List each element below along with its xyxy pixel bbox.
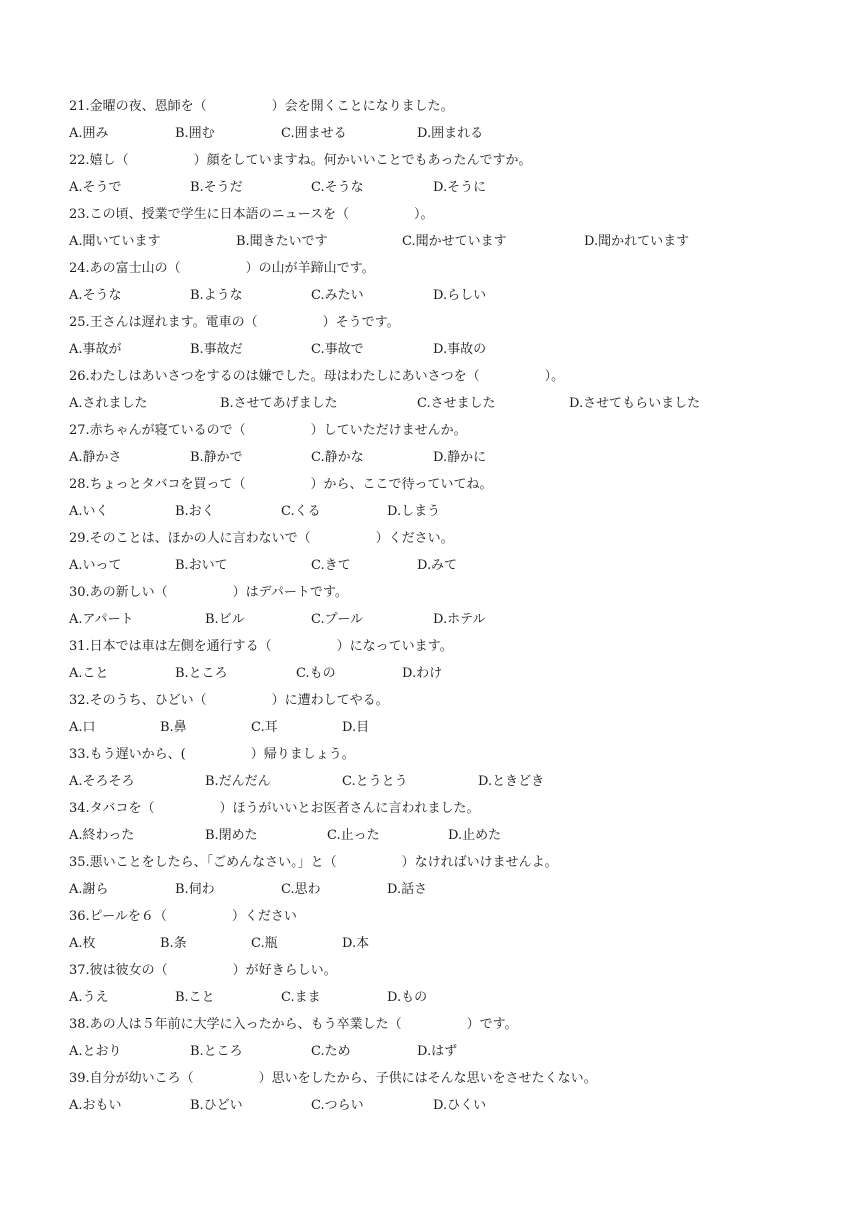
option-row	[69, 984, 829, 1011]
answer-option-c: C.くる	[281, 504, 321, 519]
question-item	[69, 1011, 829, 1065]
question-text: 33.もう遅いから、( ）帰りましょう。	[69, 747, 355, 762]
answer-option-b: B.ところ	[175, 666, 228, 681]
question-item	[69, 255, 829, 309]
question-text: 23.この頃、授業で学生に日本語のニュースを（ ）。	[69, 207, 434, 222]
answer-option-d: D.わけ	[402, 666, 443, 681]
answer-option-d: D.止めた	[448, 828, 502, 843]
question-text: 32.そのうち、ひどい（ ）に遭わしてやる。	[69, 693, 389, 708]
question-text: 27.赤ちゃんが寝ているので（ ）していただけませんか。	[69, 423, 467, 438]
question-text: 24.あの富士山の（ ）の山が羊蹄山です。	[69, 261, 375, 276]
question-text: 31.日本では車は左側を通行する（ ）になっています。	[69, 639, 453, 654]
question-text: 29.そのことは、ほかの人に言わないで（ ）ください。	[69, 531, 454, 546]
question-item	[69, 363, 829, 417]
question-item	[69, 471, 829, 525]
question-text: 34.タバコを（ ）ほうがいいとお医者さんに言われました。	[69, 801, 480, 816]
answer-option-b: B.事故だ	[190, 342, 243, 357]
question-item	[69, 957, 829, 1011]
option-row	[69, 120, 829, 147]
answer-option-b: B.静かで	[190, 450, 243, 465]
answer-option-d: D.目	[342, 720, 370, 735]
answer-option-d: D.話さ	[387, 882, 428, 897]
answer-option-d: D.聞かれています	[584, 234, 690, 249]
question-text: 37.彼は彼女の（ ）が好きらしい。	[69, 963, 337, 978]
answer-option-a: A.いく	[69, 504, 109, 519]
answer-option-a: A.おもい	[69, 1098, 122, 1113]
answer-option-b: B.閉めた	[205, 828, 258, 843]
option-row	[69, 552, 829, 579]
answer-option-c: C.プール	[311, 612, 363, 627]
answer-option-a: A.囲み	[69, 126, 109, 141]
question-item	[69, 795, 829, 849]
answer-option-a: A.そうで	[69, 180, 122, 195]
question-text: 25.王さんは遅れます。電車の（ ）そうです。	[69, 315, 400, 330]
answer-option-b: B.こと	[175, 990, 215, 1005]
option-row	[69, 1038, 829, 1065]
question-text: 21.金曜の夜、恩師を（ ）会を開くことになりました。	[69, 99, 454, 114]
answer-option-d: D.囲まれる	[417, 126, 484, 141]
answer-option-c: C.みたい	[311, 288, 364, 303]
answer-option-b: B.おく	[175, 504, 215, 519]
answer-option-a: A.口	[69, 720, 96, 735]
answer-option-c: C.囲ませる	[281, 126, 347, 141]
answer-option-c: C.とうとう	[342, 774, 408, 789]
answer-option-d: D.しまう	[387, 504, 441, 519]
answer-option-a: A.こと	[69, 666, 109, 681]
question-item	[69, 525, 829, 579]
option-row	[69, 768, 829, 795]
answer-option-c: C.もの	[296, 666, 336, 681]
question-item	[69, 93, 829, 147]
answer-option-c: C.耳	[251, 720, 278, 735]
question-item	[69, 633, 829, 687]
question-item	[69, 309, 829, 363]
answer-option-c: C.きて	[311, 558, 351, 573]
option-row	[69, 228, 829, 255]
answer-option-b: B.おいて	[175, 558, 228, 573]
answer-option-b: B.ような	[190, 288, 243, 303]
answer-option-c: C.思わ	[281, 882, 321, 897]
answer-option-c: C.つらい	[311, 1098, 364, 1113]
answer-option-b: B.聞きたいです	[236, 234, 328, 249]
answer-option-c: C.静かな	[311, 450, 364, 465]
answer-option-b: B.条	[160, 936, 187, 951]
answer-option-d: D.事故の	[433, 342, 487, 357]
question-list	[69, 93, 829, 1119]
answer-option-a: A.されました	[69, 396, 148, 411]
option-row	[69, 930, 829, 957]
question-text: 22.嬉し（ ）顔をしていますね。何かいいことでもあったんですか。	[69, 153, 532, 168]
question-item	[69, 579, 829, 633]
question-text: 39.自分が幼いころ（ ）思いをしたから、子供にはそんな思いをさせたくない。	[69, 1071, 597, 1086]
question-item	[69, 849, 829, 903]
question-text: 38.あの人は５年前に大学に入ったから、もう卒業した（ ）です。	[69, 1017, 518, 1032]
answer-option-b: B.だんだん	[205, 774, 271, 789]
option-row	[69, 714, 829, 741]
answer-option-b: B.ところ	[190, 1044, 243, 1059]
answer-option-b: B.鼻	[160, 720, 187, 735]
answer-option-a: A.いって	[69, 558, 122, 573]
answer-option-a: A.とおり	[69, 1044, 122, 1059]
answer-option-b: B.ビル	[205, 612, 245, 627]
answer-option-a: A.静かさ	[69, 450, 122, 465]
option-row	[69, 174, 829, 201]
answer-option-b: B.ひどい	[190, 1098, 243, 1113]
option-row	[69, 390, 829, 417]
question-text: 35.悪いことをしたら、「ごめんなさい。」と（ ）なければいけませんよ。	[69, 855, 558, 870]
question-item	[69, 417, 829, 471]
answer-option-d: D.させてもらいました	[569, 396, 701, 411]
answer-option-a: A.そろそろ	[69, 774, 135, 789]
answer-option-b: B.させてあげました	[220, 396, 338, 411]
option-row	[69, 336, 829, 363]
answer-option-d: D.静かに	[433, 450, 487, 465]
answer-option-d: D.はず	[417, 1044, 458, 1059]
option-row	[69, 1092, 829, 1119]
answer-option-a: A.聞いています	[69, 234, 161, 249]
question-item	[69, 741, 829, 795]
answer-option-a: A.終わった	[69, 828, 135, 843]
question-item	[69, 687, 829, 741]
option-row	[69, 606, 829, 633]
question-item	[69, 1065, 829, 1119]
answer-option-a: A.アパート	[69, 612, 134, 627]
answer-option-c: C.聞かせています	[402, 234, 507, 249]
answer-option-c: C.させました	[417, 396, 496, 411]
question-text: 26.わたしはあいさつをするのは嫌でした。母はわたしにあいさつを（ ）。	[69, 369, 565, 384]
answer-option-a: A.事故が	[69, 342, 122, 357]
answer-option-d: D.らしい	[433, 288, 487, 303]
answer-option-c: C.事故で	[311, 342, 364, 357]
answer-option-a: A.謝ら	[69, 882, 109, 897]
answer-option-b: B.伺わ	[175, 882, 215, 897]
option-row	[69, 282, 829, 309]
answer-option-d: D.そうに	[433, 180, 487, 195]
answer-option-a: A.そうな	[69, 288, 122, 303]
answer-option-c: C.瓶	[251, 936, 278, 951]
question-text: 36.ピールを６（ ）ください	[69, 909, 297, 924]
question-item	[69, 201, 829, 255]
answer-option-d: D.もの	[387, 990, 428, 1005]
answer-option-b: B.囲む	[175, 126, 215, 141]
answer-option-c: C.ため	[311, 1044, 351, 1059]
option-row	[69, 876, 829, 903]
question-text: 28.ちょっとタバコを買って（ ）から、ここで待っていてね。	[69, 477, 493, 492]
answer-option-c: C.まま	[281, 990, 321, 1005]
answer-option-b: B.そうだ	[190, 180, 243, 195]
answer-option-d: D.ときどき	[478, 774, 545, 789]
option-row	[69, 498, 829, 525]
answer-option-c: C.止った	[327, 828, 380, 843]
answer-option-a: A.枚	[69, 936, 96, 951]
answer-option-d: D.本	[342, 936, 370, 951]
option-row	[69, 822, 829, 849]
answer-option-c: C.そうな	[311, 180, 364, 195]
question-item	[69, 903, 829, 957]
option-row	[69, 444, 829, 471]
question-text: 30.あの新しい（ ）はデパートです。	[69, 585, 348, 600]
answer-option-a: A.うえ	[69, 990, 109, 1005]
option-row	[69, 660, 829, 687]
answer-option-d: D.ホテル	[433, 612, 486, 627]
answer-option-d: D.みて	[417, 558, 458, 573]
question-item	[69, 147, 829, 201]
answer-option-d: D.ひくい	[433, 1098, 487, 1113]
